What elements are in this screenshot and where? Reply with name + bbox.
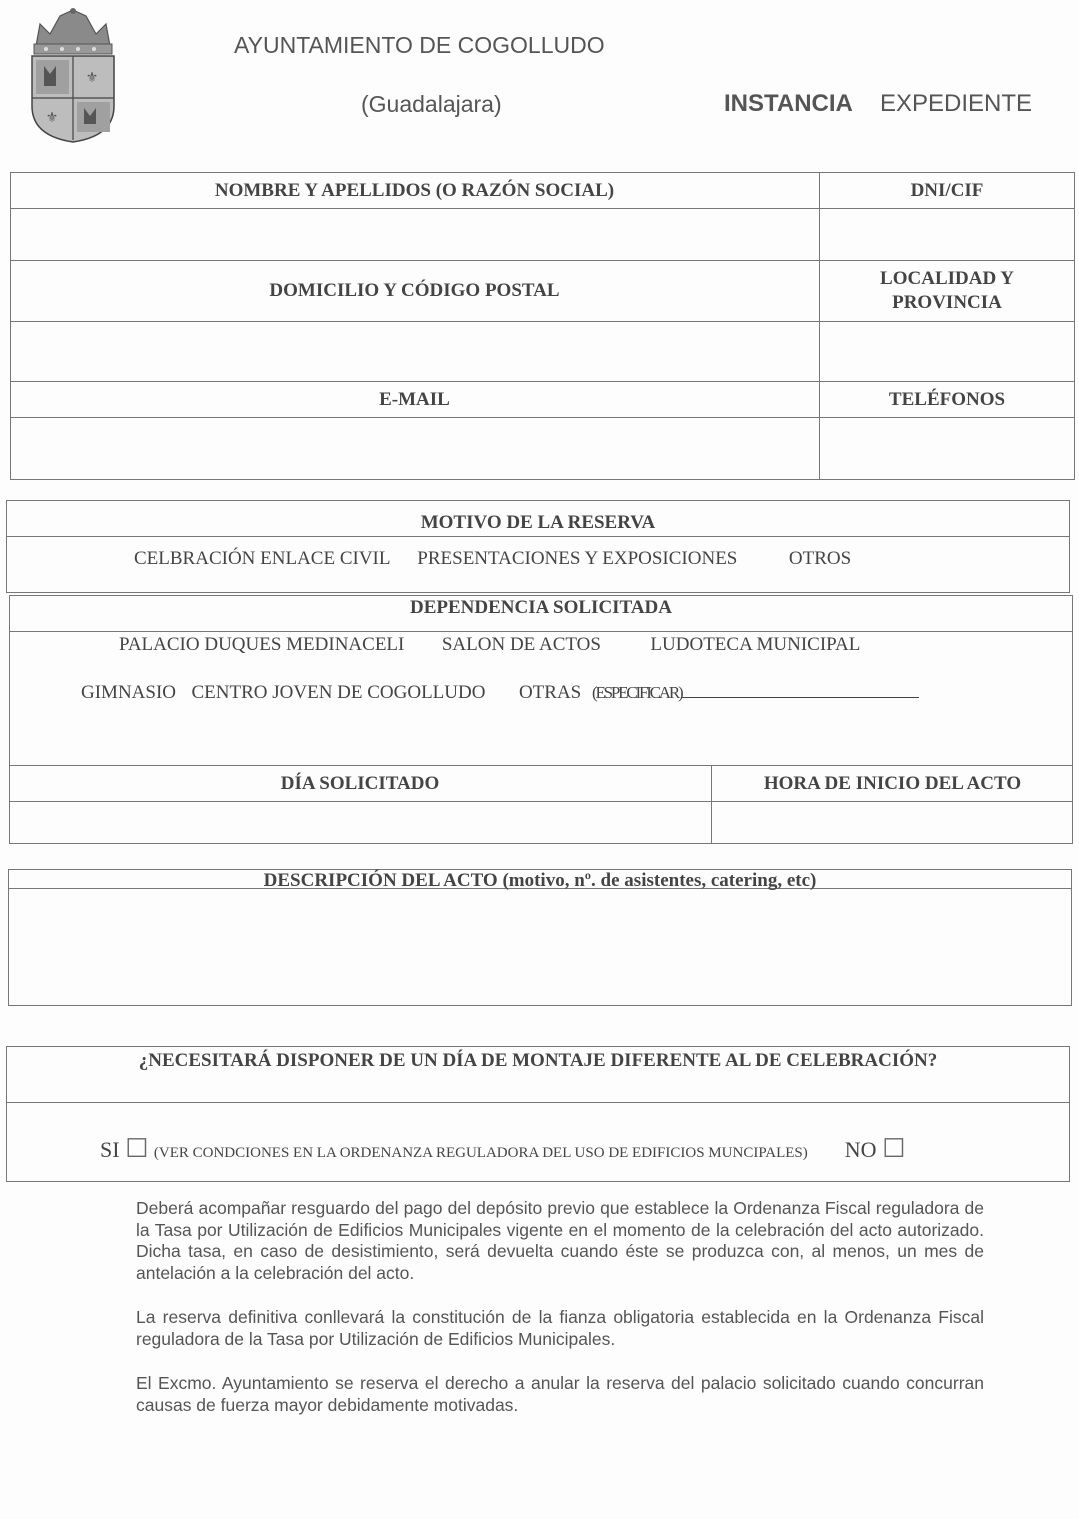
day-label: DÍA SOLICITADO [280,773,440,794]
svg-text:⚜: ⚜ [85,71,99,86]
dependencia-row1 [119,634,870,656]
coat-of-arms-icon [26,6,120,144]
dni-field[interactable] [822,210,1074,259]
descripcion-title: DESCRIPCIÓN DEL ACTO (motivo, nº. de asistentes, catering, etc) [263,870,817,891]
note-3: El Excmo. Ayuntamiento se reserva el derecho a anular la reserva del palacio solicitado cuando concurran causas de fuerza mayor debidamente motivadas. [136,1373,984,1415]
dep-opt-ludoteca: LUDOTECA MUNICIPAL [650,634,860,655]
hour-label: HORA DE INICIO DEL ACTO [763,773,1022,794]
motivo-opt-presentaciones: PRESENTACIONES Y EXPOSICIONES [417,548,738,569]
name-field[interactable] [12,210,818,259]
dep-opt-otras: OTRAS [518,682,582,703]
dependencia-title: DEPENDENCIA SOLICITADA [409,597,672,618]
svg-text:⚜: ⚜ [45,111,59,126]
hour-field[interactable] [714,803,1072,843]
locality-label-line2: PROVINCIA [892,292,1002,313]
email-label: E-MAIL [379,389,450,410]
dep-opt-salon: SALON DE ACTOS [441,634,601,655]
phones-label: TELÉFONOS [888,389,1006,410]
si-label: SI [100,1137,120,1162]
montaje-answers [100,1134,905,1164]
conditions-note: (VER CONDCIONES EN LA ORDENANZA REGULADORA DEL USO DE EDIFICIOS MUNCIPALES) [153,1145,808,1161]
checkbox-no[interactable]: ☐ [882,1134,906,1164]
motivo-opt-otros: OTROS [788,548,852,569]
email-field[interactable] [12,419,818,479]
address-label: DOMICILIO Y CÓDIGO POSTAL [269,280,560,301]
note-2: La reserva definitiva conllevará la constitución de la fianza obligatoria establecida en la Ordenanza Fiscal reguladora de la Tasa por Utilización de Edificios Municipales. [136,1307,984,1349]
no-label: NO [844,1137,877,1162]
town-hall-title: AYUNTAMIENTO DE COGOLLUDO [234,32,605,58]
motivo-options [134,548,862,570]
dni-label: DNI/CIF [910,180,984,201]
locality-label-line1: LOCALIDAD Y [880,268,1014,289]
expediente-label: EXPEDIENTE [880,90,1033,117]
specify-label: (ESPECIFICAR) [592,683,682,702]
address-field[interactable] [12,323,818,380]
motivo-opt-enlace: CELBRACIÓN ENLACE CIVIL [134,548,390,569]
dependencia-row2 [81,681,919,704]
montaje-question: ¿NECESITARÁ DISPONER DE UN DÍA DE MONTAJE DIFERENTE AL DE CELEBRACIÓN? [138,1050,938,1071]
day-field[interactable] [11,803,710,843]
dep-opt-palacio: PALACIO DUQUES MEDINACELI [119,634,405,655]
locality-label [820,261,1074,321]
phones-field[interactable] [822,419,1074,479]
name-label: NOMBRE Y APELLIDOS (O RAZÓN SOCIAL) [214,180,615,201]
checkbox-si[interactable]: ☐ [125,1134,149,1164]
descripcion-field[interactable] [10,891,1070,1004]
locality-field[interactable] [822,323,1074,380]
motivo-title: MOTIVO DE LA RESERVA [420,512,656,533]
dep-opt-gimnasio: GIMNASIO [81,682,176,703]
instancia-label: INSTANCIA [724,90,853,117]
specify-field[interactable] [681,681,919,698]
dep-opt-centro-joven: CENTRO JOVEN DE COGOLLUDO [191,682,486,703]
note-1: Deberá acompañar resguardo del pago del depósito previo que establece la Ordenanza Fiscal reguladora de la Tasa por Utilización de Edificios Municipales vigente en el momento de la celebración del acto autorizado. Dicha tasa, en caso de desistimiento, será devuelta cuando éste se produzca con, al menos, un mes de antelación a la celebración del acto. [136,1198,984,1283]
province-subtitle: (Guadalajara) [361,91,502,117]
